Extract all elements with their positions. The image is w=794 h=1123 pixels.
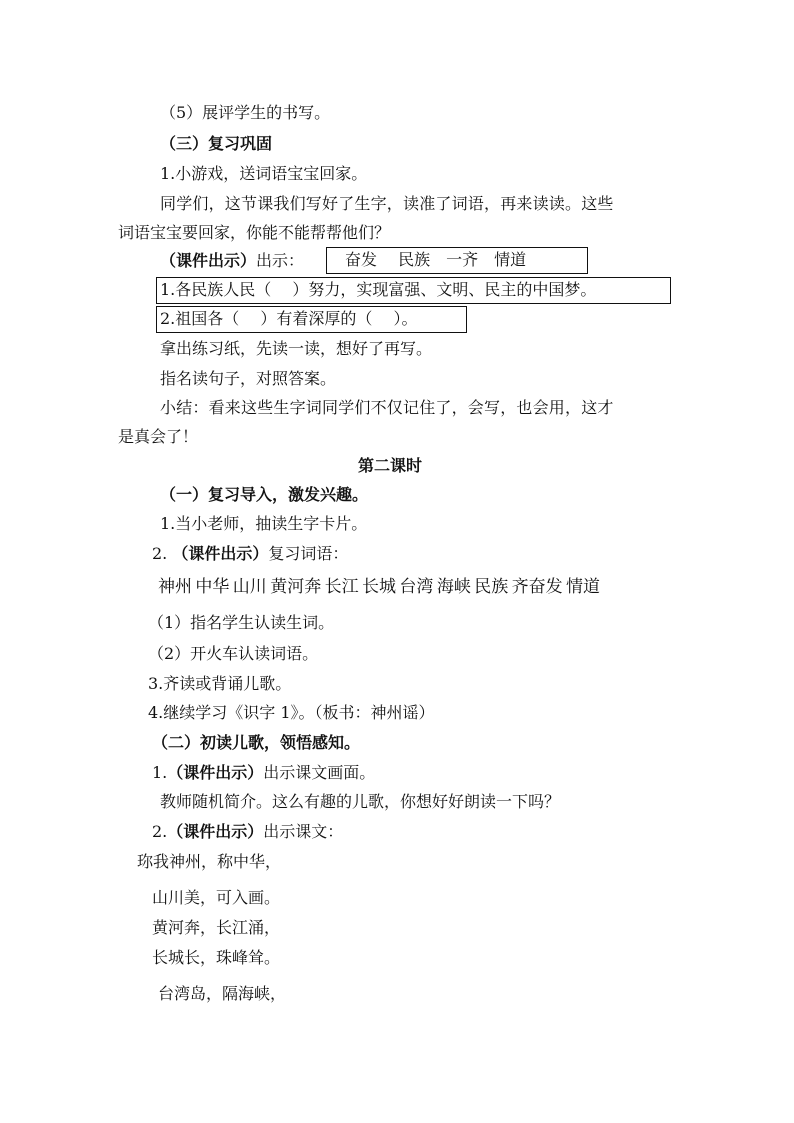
word-box: 奋发 民族 一齐 情道 xyxy=(326,247,588,274)
paragraph-line: 指名读句子，对照答案。 xyxy=(160,369,337,388)
courseware-label: （课件出示） xyxy=(172,544,269,563)
poem-line: 珎我神州，称中华， xyxy=(137,852,282,871)
sentence-box-1: 1.各民族人民（ ）努力，实现富强、文明、民主的中国梦。 xyxy=(156,277,671,304)
list-item: 4.继续学习《识字 1》。（板书：神州谣） xyxy=(148,703,435,722)
courseware-label: （课件出示） xyxy=(167,822,264,841)
list-item: （1）指名学生认读生词。 xyxy=(148,613,335,632)
courseware-label: （课件出示） xyxy=(160,251,257,270)
section-review-heading: （三）复习巩固 xyxy=(160,134,273,153)
vocabulary-line: 神州 中华 山川 黄河奔 长江 长城 台湾 海峡 民族 齐奋发 情道 xyxy=(158,577,601,597)
paragraph-line: 教师随机简介。这么有趣的儿歌，你想好好朗读一下吗？ xyxy=(160,792,561,811)
section-heading: （一）复习导入，激发兴趣。 xyxy=(160,485,369,504)
poem-line: 长城长，珠峰耸。 xyxy=(152,948,281,967)
item-text: 复习词语： xyxy=(268,544,349,563)
list-item xyxy=(152,822,343,842)
paragraph-line: 同学们，这节课我们写好了生字，读准了词语，再来读读。这些 xyxy=(160,194,614,213)
list-item: （2）开火车认读词语。 xyxy=(148,644,319,663)
section-heading: （二）初读儿歌，领悟感知。 xyxy=(152,733,361,752)
paragraph-line: 词语宝宝要回家，你能不能帮帮他们？ xyxy=(118,223,391,242)
item-text: 出示课文画面。 xyxy=(263,763,376,782)
poem-line: 山川美，可入画。 xyxy=(152,888,281,907)
list-item: 1.当小老师，抽读生字卡片。 xyxy=(160,514,368,533)
item-text: 出示课文： xyxy=(263,822,344,841)
list-item: 3.齐读或背诵儿歌。 xyxy=(148,674,292,693)
summary-line: 小结：看来这些生字词同学们不仅记住了，会写，也会用，这才 xyxy=(160,398,614,417)
item-number: 2. xyxy=(152,822,168,841)
item-number: 2. xyxy=(152,544,168,563)
poem-line: 黄河奔，长江涌， xyxy=(152,918,281,937)
courseware-label: （课件出示） xyxy=(167,763,264,782)
step-5-text: （5）展评学生的书写。 xyxy=(160,103,331,122)
courseware-rest: 出示： xyxy=(256,251,305,270)
poem-line: 台湾岛，隔海峡， xyxy=(158,984,287,1003)
list-item xyxy=(152,763,375,783)
lesson-heading: 第二课时 xyxy=(358,456,423,475)
list-item xyxy=(152,544,348,564)
game-item: 1.小游戏，送词语宝宝回家。 xyxy=(160,164,368,183)
courseware-line xyxy=(160,251,304,271)
sentence-box-2: 2.祖国各（ ）有着深厚的（ ）。 xyxy=(156,306,467,333)
item-number: 1. xyxy=(152,763,168,782)
summary-line: 是真会了！ xyxy=(118,427,199,446)
paragraph-line: 拿出练习纸，先读一读，想好了再写。 xyxy=(160,339,433,358)
